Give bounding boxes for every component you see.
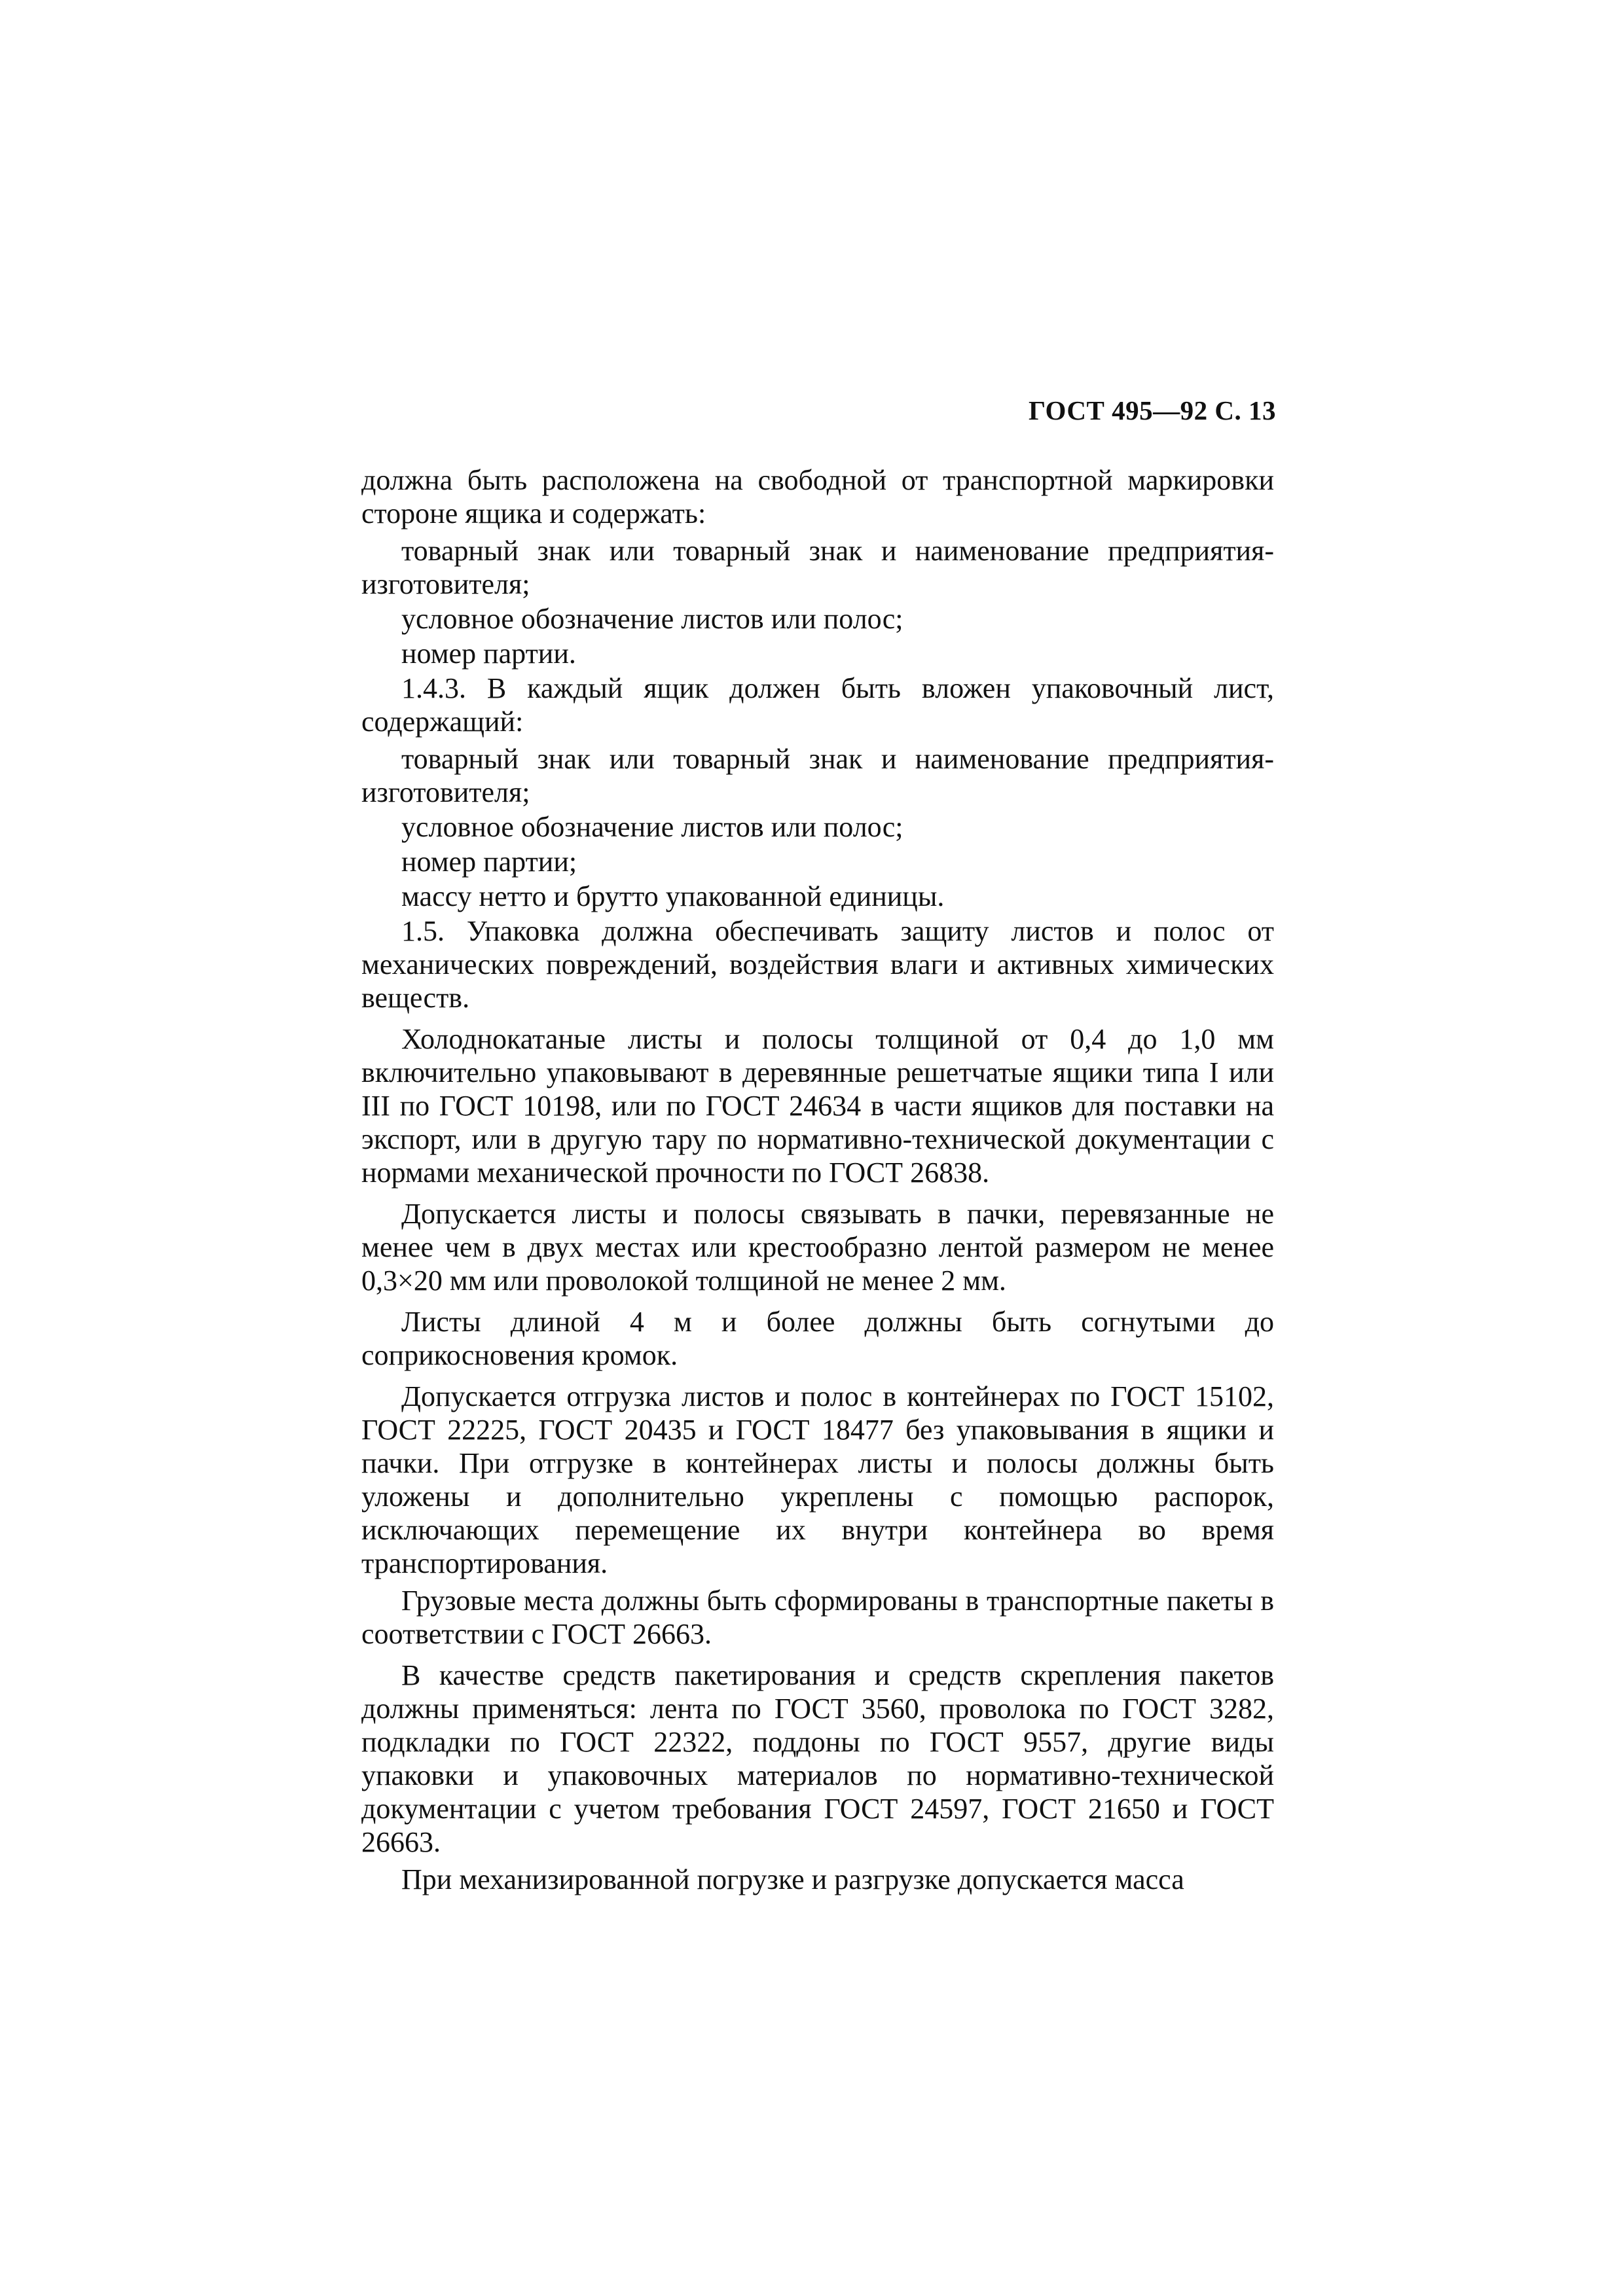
- paragraph: Холоднокатаные листы и полосы толщиной от 0,4 до 1,0 мм включительно упаковывают в деревянные решетчатые ящики типа I или III по ГОСТ 10198, или по ГОСТ 24634 в части ящиков для поставки на экспорт, или в другую тару по нормативно-технической документации с нормами механической прочности по ГОСТ 26838.: [361, 1023, 1274, 1189]
- list-item: условное обозначение листов или полос;: [401, 811, 903, 843]
- paragraph: Допускается отгрузка листов и полос в контейнерах по ГОСТ 15102, ГОСТ 22225, ГОСТ 20435 и ГОСТ 18477 без упаковывания в ящики и пачки. При отгрузке в контейнерах листы и полосы должны быть уложены и дополнительно укреплены с помощью распорок, исключающих перемещение их внутри контейнера во время транспортирования.: [361, 1380, 1274, 1579]
- paragraph: 1.4.3. В каждый ящик должен быть вложен упаковочный лист, содержащий:: [361, 672, 1274, 738]
- paragraph: Грузовые места должны быть сформированы в транспортные пакеты в соответствии с ГОСТ 26663.: [361, 1585, 1274, 1650]
- list-item: товарный знак или товарный знак и наименование предприятия-изготовителя;: [361, 743, 1274, 808]
- list-item: номер партии;: [401, 846, 577, 878]
- paragraph: В качестве средств пакетирования и средств скрепления пакетов должны применяться: лента по ГОСТ 3560, проволока по ГОСТ 3282, подкладки по ГОСТ 22322, поддоны по ГОСТ 9557, другие виды упаковки и упаковочных материалов по нормативно-технической документации с учетом требования ГОСТ 24597, ГОСТ 21650 и ГОСТ 26663.: [361, 1659, 1274, 1858]
- paragraph: Листы длиной 4 м и более должны быть согнутыми до соприкосновения кромок.: [361, 1306, 1274, 1371]
- page-header: ГОСТ 495—92 С. 13: [1028, 395, 1276, 425]
- paragraph: Допускается листы и полосы связывать в пачки, перевязанные не менее чем в двух местах или крестообразно лентой размером не менее 0,3×20 мм или проволокой толщиной не менее 2 мм.: [361, 1198, 1274, 1297]
- list-item: массу нетто и брутто упакованной единицы.: [401, 880, 945, 912]
- paragraph: должна быть расположена на свободной от транспортной маркировки стороне ящика и содержать:: [361, 464, 1274, 529]
- list-item: номер партии.: [401, 637, 576, 670]
- document-body: [361, 463, 1274, 1900]
- list-item: условное обозначение листов или полос;: [401, 603, 903, 635]
- paragraph: При механизированной погрузке и разгрузке допускается масса: [401, 1863, 1184, 1895]
- list-item: товарный знак или товарный знак и наименование предприятия-изготовителя;: [361, 535, 1274, 600]
- paragraph: 1.5. Упаковка должна обеспечивать защиту листов и полос от механических повреждений, воздействия влаги и активных химических веществ.: [361, 915, 1274, 1014]
